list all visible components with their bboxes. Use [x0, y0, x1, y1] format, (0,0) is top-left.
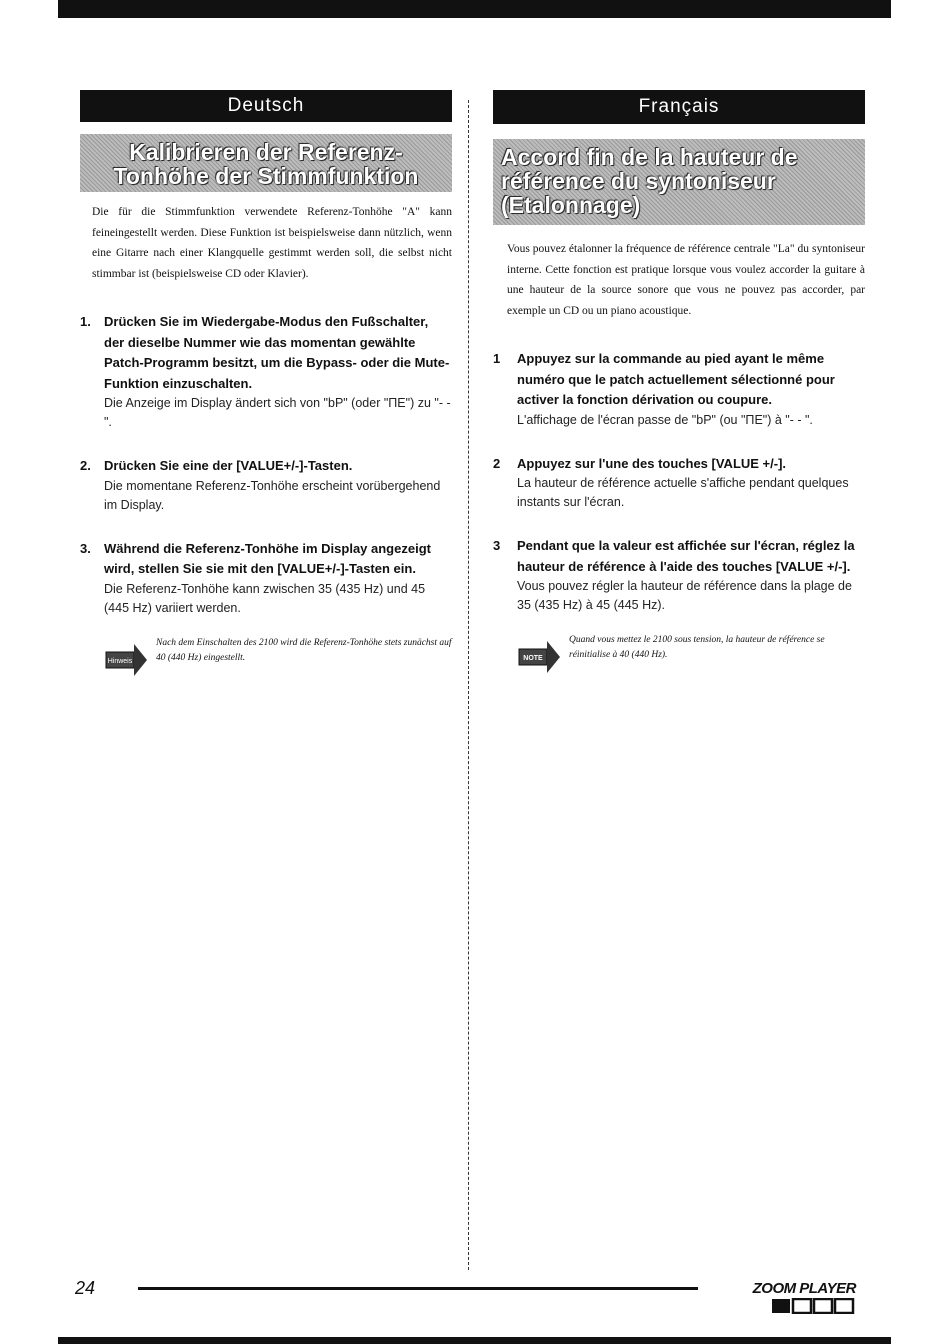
- step-number: 2: [493, 455, 501, 471]
- note-label: Hinweis: [107, 657, 133, 665]
- step-heading: Während die Referenz-Tonhöhe im Display angezeigt wird, stellen Sie sie mit den [VALUE+/-]-Tasten ein.: [104, 540, 431, 577]
- language-header-deutsch: Deutsch: [80, 90, 452, 122]
- step-body: La hauteur de référence actuelle s'affiche pendant quelques instants sur l'écran.: [517, 476, 849, 510]
- step-number: 1.: [80, 314, 91, 330]
- top-border-bar: [58, 0, 891, 18]
- step-item: [80, 312, 452, 432]
- hinweis-arrow-icon: [104, 642, 148, 678]
- step-item: [80, 539, 452, 618]
- intro-paragraph-deutsch: Die für die Stimmfunktion verwendete Referenz-Tonhöhe "A" kann feineingestellt werden. Diese Funktion ist beispielsweise dann nützlich, wenn eine Gitarre nach einer Klangquelle gestimmt werden soll, die selbst nicht stimmbar ist (beispielsweise CD oder Klavier).: [92, 206, 452, 280]
- step-heading: Appuyez sur la commande au pied ayant le même numéro que le patch actuellement sélectionné pour activer la fonction dérivation ou coupure.: [517, 351, 835, 408]
- step-body: Vous pouvez régler la hauteur de référence dans la plage de 35 (435 Hz) à 45 (445 Hz).: [517, 579, 852, 613]
- step-heading: Appuyez sur l'une des touches [VALUE +/-].: [517, 455, 787, 471]
- step-body: Die Anzeige im Display ändert sich von "bP" (oder "ΠE") zu "- - ".: [104, 396, 451, 430]
- bottom-border-bar: [58, 1337, 891, 1344]
- step-item: [80, 456, 452, 515]
- page-number: 24: [75, 1278, 96, 1298]
- step-heading: Pendant que la valeur est affichée sur l'écran, réglez la hauteur de référence à l'aide des touches [VALUE +/-].: [517, 538, 855, 574]
- step-item: [493, 454, 865, 513]
- title-line-1: Kalibrieren der Referenz-: [129, 139, 403, 165]
- step-number: 2.: [80, 458, 91, 474]
- step-body: Die momentane Referenz-Tonhöhe erscheint vorübergehend im Display.: [104, 478, 441, 512]
- model-logo: [770, 1298, 856, 1314]
- step-number: 3.: [80, 540, 91, 556]
- title-line-3: (Etalonnage): [501, 192, 641, 218]
- note-francais: [517, 633, 865, 683]
- footer-rule: [138, 1287, 698, 1290]
- step-number: 1: [493, 351, 501, 367]
- column-deutsch: [80, 90, 452, 686]
- model-number: 2100: [811, 1310, 815, 1311]
- step-body: Die Referenz-Tonhöhe kann zwischen 35 (435 Hz) und 45 (445 Hz) variiert werden.: [104, 581, 426, 615]
- title-line-2: Tonhöhe der Stimmfunktion: [113, 163, 419, 189]
- note-text: Nach dem Einschalten des 2100 wird die Referenz-Tonhöhe stets zunächst auf 40 (440 Hz) eingestellt.: [156, 637, 452, 663]
- section-title-deutsch: [80, 134, 452, 192]
- note-deutsch: [104, 636, 452, 686]
- column-divider: [468, 100, 469, 1270]
- language-header-francais: Français: [493, 90, 865, 124]
- step-item: [493, 349, 865, 430]
- step-item: [493, 536, 865, 615]
- section-title-francais: [493, 139, 865, 225]
- note-arrow-icon: [517, 639, 561, 675]
- note-text: Quand vous mettez le 2100 sous tension, la hauteur de référence se réinitialise à 40 (440 Hz).: [569, 635, 825, 661]
- title-line-1: Accord fin de la hauteur de: [501, 144, 798, 170]
- brand-logo: ZOOM PLAYER: [752, 1280, 856, 1297]
- intro-paragraph-francais: Vous pouvez étalonner la fréquence de référence centrale "La" du syntoniseur interne. Cette fonction est pratique lorsque vous voulez accorder la guitare à une hauteur de la source sonore que vous ne pouvez pas accorder, par exemple un CD ou un piano acoustique.: [507, 243, 865, 317]
- step-number: 3: [493, 538, 501, 554]
- title-line-2: référence du syntoniseur: [501, 168, 776, 194]
- column-francais: [493, 90, 865, 683]
- note-label: NOTE: [523, 655, 543, 663]
- steps-list-deutsch: [80, 312, 452, 618]
- step-body: L'affichage de l'écran passe de "bP" (ou "ΠE") à "- - ".: [517, 412, 813, 427]
- step-heading: Drücken Sie eine der [VALUE+/-]-Tasten.: [104, 458, 353, 474]
- step-heading: Drücken Sie im Wiedergabe-Modus den Fußschalter, der dieselbe Nummer wie das momentan gewählte Patch-Programm besitzt, um die Bypass- oder die Mute-Funktion einzuschalten.: [104, 314, 450, 391]
- steps-list-francais: [493, 349, 865, 615]
